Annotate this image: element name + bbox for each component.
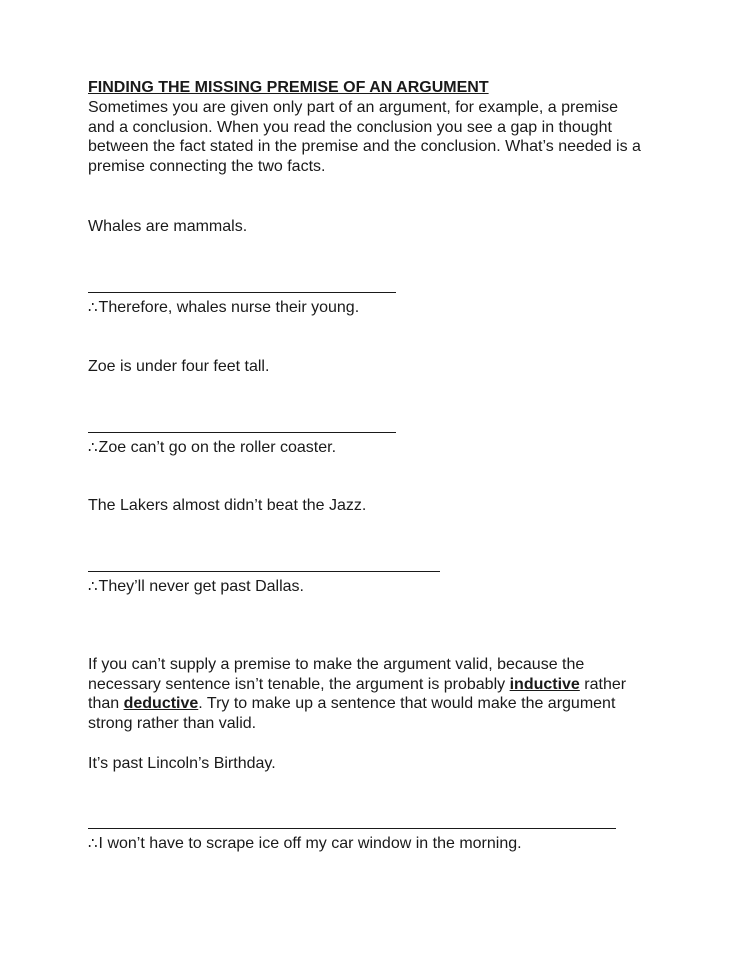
exercise-4-conclusion [88,834,522,854]
exercise-2-conclusion-text: Zoe can’t go on the roller coaster. [98,439,337,456]
exercise-2-blank-line[interactable] [88,432,396,433]
therefore-icon: ∴ [88,439,98,456]
exercise-1-blank-line[interactable] [88,292,396,293]
exercise-4-blank-line[interactable] [88,828,616,829]
exercise-3-conclusion-text: They’ll never get past Dallas. [98,578,304,595]
exercise-1-conclusion-text: Therefore, whales nurse their young. [98,299,360,316]
exercise-3-blank-line[interactable] [88,571,440,572]
note-text-3: . Try to make up a sentence that would make the argument strong rather than valid. [88,695,616,732]
note-paragraph [88,655,648,733]
exercise-2-conclusion [88,438,336,458]
therefore-icon: ∴ [88,578,98,595]
therefore-icon: ∴ [88,835,98,852]
note-text-2: rather than [88,675,627,712]
therefore-icon: ∴ [88,299,98,316]
page-title: FINDING THE MISSING PREMISE OF AN ARGUMENT [88,79,489,96]
intro-paragraph: Sometimes you are given only part of an argument, for example, a premise and a conclusion. When you read the conclusion you see a gap in thought between the fact stated in the premise and the conclusion. What’s needed is a premise connecting the two facts. [88,99,641,175]
exercise-4-premise: It’s past Lincoln’s Birthday. [88,755,276,772]
exercise-3-conclusion [88,577,304,597]
keyword-deductive: deductive [123,695,199,712]
exercise-1-conclusion [88,298,359,318]
note-text-1: If you can’t supply a premise to make the argument valid, because the necessary sentence isn’t tenable, the argument is probably [88,656,585,693]
exercise-1-premise: Whales are mammals. [88,218,248,235]
exercise-4-conclusion-text: I won’t have to scrape ice off my car window in the morning. [98,835,522,852]
exercise-2-premise: Zoe is under four feet tall. [88,358,270,375]
keyword-inductive: inductive [509,675,580,693]
exercise-3-premise: The Lakers almost didn’t beat the Jazz. [88,497,367,514]
